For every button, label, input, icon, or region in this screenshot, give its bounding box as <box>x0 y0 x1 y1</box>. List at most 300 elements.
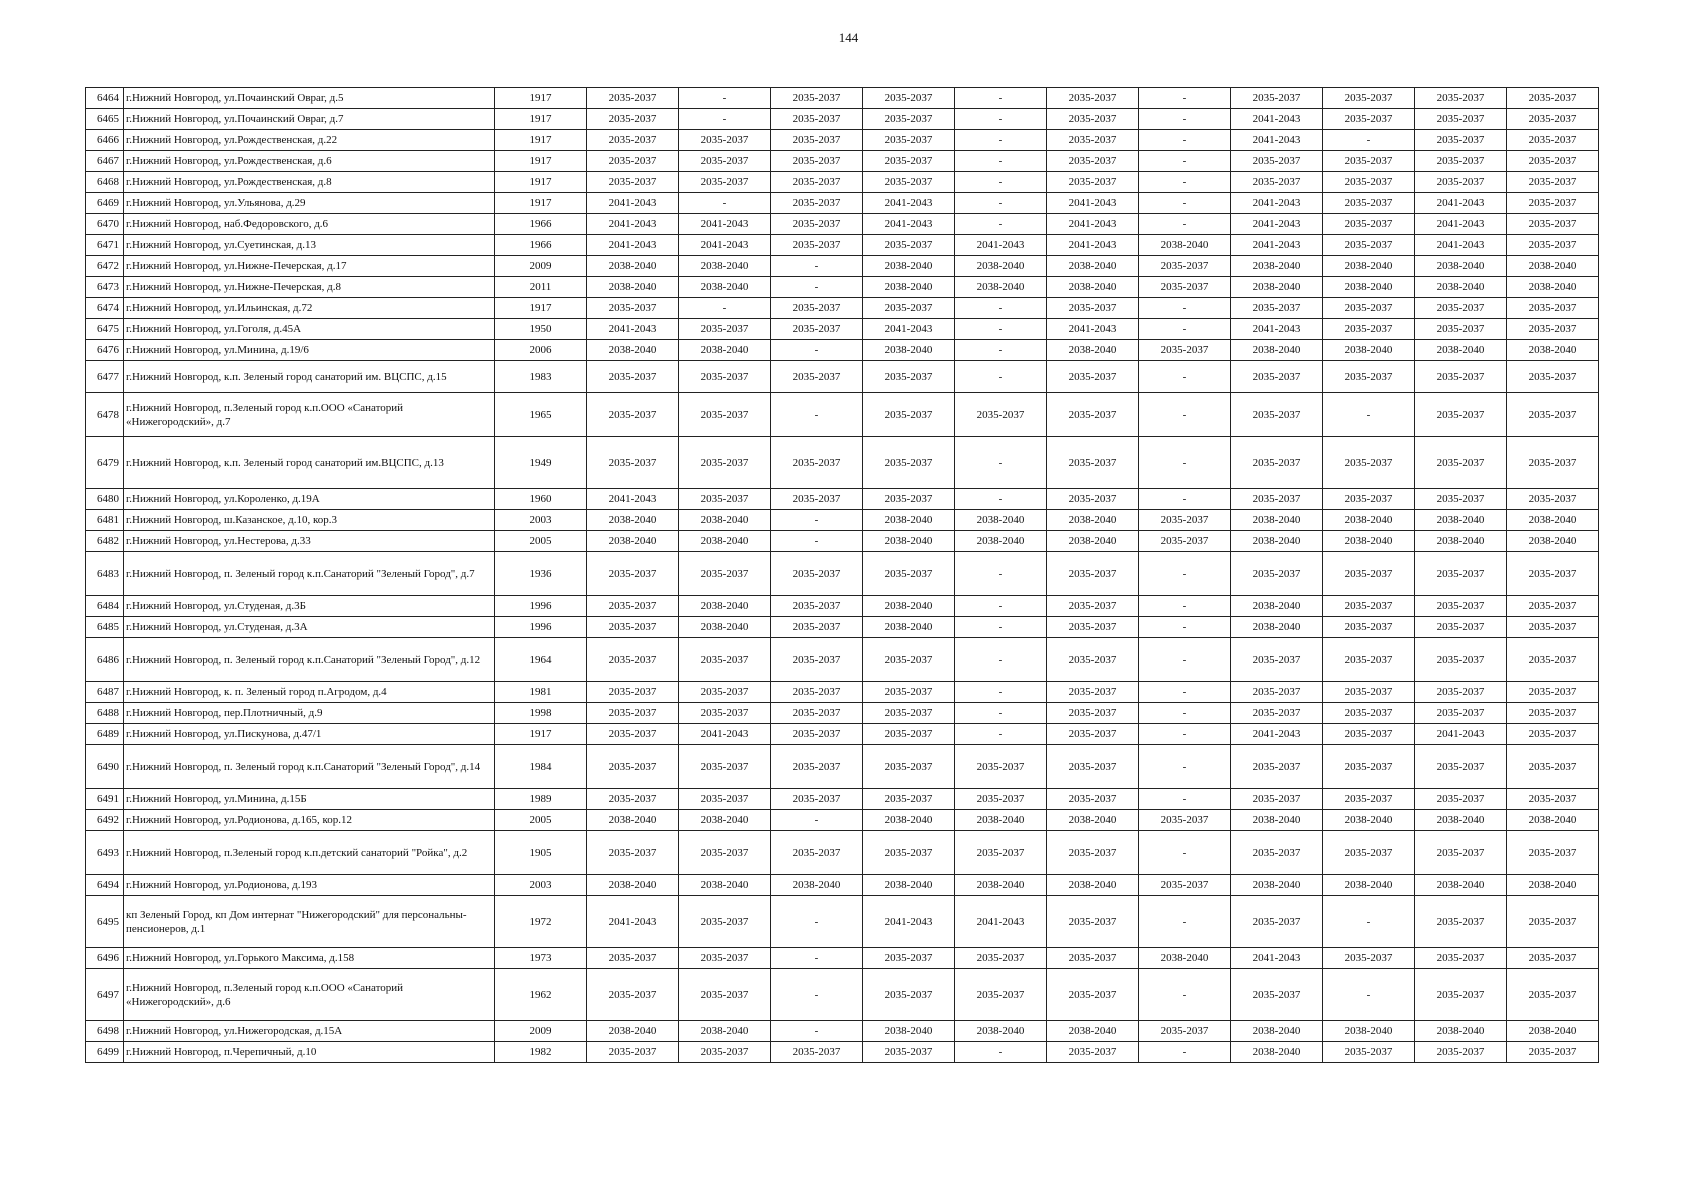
period-cell: 2038-2040 <box>1047 256 1139 277</box>
period-cell: 2035-2037 <box>1507 552 1599 596</box>
year-cell: 1960 <box>495 489 587 510</box>
table-row <box>86 969 1599 1021</box>
period-cell: 2038-2040 <box>1231 1021 1323 1042</box>
period-cell: 2035-2037 <box>1415 151 1507 172</box>
period-cell: 2035-2037 <box>1231 969 1323 1021</box>
period-cell: 2035-2037 <box>863 130 955 151</box>
period-cell: 2035-2037 <box>1139 256 1231 277</box>
period-cell: 2035-2037 <box>955 789 1047 810</box>
period-cell: 2035-2037 <box>1231 151 1323 172</box>
row-number: 6480 <box>86 489 124 510</box>
period-cell: - <box>679 109 771 130</box>
period-cell: 2035-2037 <box>587 298 679 319</box>
period-cell: 2038-2040 <box>1323 810 1415 831</box>
period-cell: 2035-2037 <box>955 948 1047 969</box>
period-cell: 2035-2037 <box>863 831 955 875</box>
address-cell: г.Нижний Новгород, ул.Гоголя, д.45А <box>124 319 495 340</box>
year-cell: 2003 <box>495 510 587 531</box>
row-number: 6496 <box>86 948 124 969</box>
period-cell: 2035-2037 <box>1231 638 1323 682</box>
period-cell: - <box>1139 151 1231 172</box>
period-cell: 2038-2040 <box>1047 340 1139 361</box>
period-cell: - <box>1139 617 1231 638</box>
period-cell: 2035-2037 <box>1323 724 1415 745</box>
period-cell: 2035-2037 <box>1507 172 1599 193</box>
period-cell: - <box>955 109 1047 130</box>
address-cell: г.Нижний Новгород, п.Зеленый город к.п.ООО «Санаторий «Нижегородский», д.6 <box>124 969 495 1021</box>
period-cell: 2038-2040 <box>1415 810 1507 831</box>
period-cell: 2035-2037 <box>863 172 955 193</box>
period-cell: 2035-2037 <box>771 214 863 235</box>
period-cell: 2038-2040 <box>1231 256 1323 277</box>
period-cell: 2035-2037 <box>1323 151 1415 172</box>
period-cell: 2035-2037 <box>1231 682 1323 703</box>
period-cell: 2038-2040 <box>955 810 1047 831</box>
period-cell: 2038-2040 <box>1047 810 1139 831</box>
period-cell: 2035-2037 <box>771 789 863 810</box>
period-cell: 2035-2037 <box>1323 214 1415 235</box>
period-cell: 2038-2040 <box>863 510 955 531</box>
period-cell: 2035-2037 <box>1231 393 1323 437</box>
period-cell: 2041-2043 <box>1231 319 1323 340</box>
period-cell: 2035-2037 <box>1415 393 1507 437</box>
period-cell: - <box>955 682 1047 703</box>
period-cell: 2035-2037 <box>1047 724 1139 745</box>
period-cell: 2035-2037 <box>587 361 679 393</box>
table-row <box>86 256 1599 277</box>
period-cell: 2035-2037 <box>863 393 955 437</box>
period-cell: 2035-2037 <box>587 831 679 875</box>
period-cell: 2035-2037 <box>1415 88 1507 109</box>
row-number: 6479 <box>86 437 124 489</box>
row-number: 6468 <box>86 172 124 193</box>
period-cell: 2038-2040 <box>1507 531 1599 552</box>
period-cell: 2038-2040 <box>1323 531 1415 552</box>
period-cell: 2035-2037 <box>1231 745 1323 789</box>
period-cell: - <box>955 638 1047 682</box>
row-number: 6476 <box>86 340 124 361</box>
period-cell: - <box>955 552 1047 596</box>
period-cell: 2035-2037 <box>587 948 679 969</box>
period-cell: - <box>955 214 1047 235</box>
row-number: 6464 <box>86 88 124 109</box>
period-cell: 2035-2037 <box>1507 298 1599 319</box>
period-cell: 2035-2037 <box>1231 88 1323 109</box>
period-cell: 2038-2040 <box>863 256 955 277</box>
period-cell: 2035-2037 <box>587 130 679 151</box>
period-cell: 2035-2037 <box>1415 617 1507 638</box>
period-cell: - <box>1139 1042 1231 1063</box>
address-cell: г.Нижний Новгород, ул.Нижегородская, д.15А <box>124 1021 495 1042</box>
row-number: 6473 <box>86 277 124 298</box>
row-number: 6488 <box>86 703 124 724</box>
period-cell: - <box>955 617 1047 638</box>
year-cell: 2003 <box>495 875 587 896</box>
period-cell: 2035-2037 <box>1047 552 1139 596</box>
table-row <box>86 724 1599 745</box>
row-number: 6466 <box>86 130 124 151</box>
period-cell: 2035-2037 <box>587 596 679 617</box>
period-cell: 2035-2037 <box>679 789 771 810</box>
period-cell: 2035-2037 <box>771 193 863 214</box>
period-cell: 2038-2040 <box>863 531 955 552</box>
row-number: 6487 <box>86 682 124 703</box>
period-cell: - <box>955 724 1047 745</box>
period-cell: 2035-2037 <box>955 393 1047 437</box>
period-cell: 2035-2037 <box>679 948 771 969</box>
row-number: 6478 <box>86 393 124 437</box>
period-cell: 2038-2040 <box>955 256 1047 277</box>
period-cell: 2038-2040 <box>1231 875 1323 896</box>
period-cell: 2035-2037 <box>771 361 863 393</box>
period-cell: 2035-2037 <box>1139 875 1231 896</box>
address-cell: г.Нижний Новгород, к.п. Зеленый город санаторий им.ВЦСПС, д.13 <box>124 437 495 489</box>
table-row <box>86 130 1599 151</box>
period-cell: 2035-2037 <box>679 489 771 510</box>
period-cell: 2035-2037 <box>587 552 679 596</box>
period-cell: 2041-2043 <box>1415 235 1507 256</box>
period-cell: - <box>771 256 863 277</box>
period-cell: - <box>955 340 1047 361</box>
year-cell: 1917 <box>495 151 587 172</box>
address-cell: г.Нижний Новгород, ул.Студеная, д.3А <box>124 617 495 638</box>
table-row <box>86 875 1599 896</box>
period-cell: 2035-2037 <box>1507 638 1599 682</box>
period-cell: - <box>1139 745 1231 789</box>
period-cell: 2035-2037 <box>1415 682 1507 703</box>
address-cell: г.Нижний Новгород, ул.Минина, д.19/6 <box>124 340 495 361</box>
period-cell: 2035-2037 <box>1323 831 1415 875</box>
period-cell: 2035-2037 <box>1323 361 1415 393</box>
period-cell: 2041-2043 <box>1231 235 1323 256</box>
table-row <box>86 703 1599 724</box>
period-cell: 2035-2037 <box>587 109 679 130</box>
period-cell: 2038-2040 <box>1507 277 1599 298</box>
period-cell: 2035-2037 <box>1231 172 1323 193</box>
period-cell: 2035-2037 <box>1415 745 1507 789</box>
period-cell: 2035-2037 <box>1507 151 1599 172</box>
address-cell: г.Нижний Новгород, п. Зеленый город к.п.Санаторий "Зеленый Город", д.7 <box>124 552 495 596</box>
address-cell: г.Нижний Новгород, ул.Минина, д.15Б <box>124 789 495 810</box>
period-cell: 2035-2037 <box>771 724 863 745</box>
period-cell: 2038-2040 <box>679 810 771 831</box>
address-cell: г.Нижний Новгород, ул.Суетинская, д.13 <box>124 235 495 256</box>
address-cell: г.Нижний Новгород, п.Зеленый город к.п.детский санаторий "Ройка", д.2 <box>124 831 495 875</box>
period-cell: 2035-2037 <box>587 638 679 682</box>
row-number: 6483 <box>86 552 124 596</box>
period-cell: 2035-2037 <box>587 703 679 724</box>
period-cell: 2035-2037 <box>679 682 771 703</box>
period-cell: - <box>771 510 863 531</box>
period-cell: 2035-2037 <box>1323 789 1415 810</box>
period-cell: 2035-2037 <box>679 319 771 340</box>
address-cell: г.Нижний Новгород, ул.Рождественская, д.22 <box>124 130 495 151</box>
period-cell: - <box>1139 489 1231 510</box>
period-cell: - <box>955 130 1047 151</box>
period-cell: 2035-2037 <box>679 703 771 724</box>
period-cell: 2035-2037 <box>1047 638 1139 682</box>
period-cell: 2035-2037 <box>1323 1042 1415 1063</box>
row-number: 6493 <box>86 831 124 875</box>
period-cell: - <box>955 361 1047 393</box>
address-cell: г.Нижний Новгород, п. Зеленый город к.п.Санаторий "Зеленый Город", д.12 <box>124 638 495 682</box>
year-cell: 1972 <box>495 896 587 948</box>
table-row <box>86 109 1599 130</box>
period-cell: - <box>955 193 1047 214</box>
period-cell: 2035-2037 <box>1231 298 1323 319</box>
period-cell: 2035-2037 <box>863 552 955 596</box>
period-cell: 2041-2043 <box>863 214 955 235</box>
period-cell: 2038-2040 <box>1415 340 1507 361</box>
period-cell: 2035-2037 <box>771 130 863 151</box>
period-cell: 2035-2037 <box>587 745 679 789</box>
period-cell: - <box>771 810 863 831</box>
period-cell: 2038-2040 <box>1507 1021 1599 1042</box>
period-cell: 2035-2037 <box>1047 703 1139 724</box>
period-cell: 2041-2043 <box>679 214 771 235</box>
table-row <box>86 361 1599 393</box>
row-number: 6474 <box>86 298 124 319</box>
period-cell: 2041-2043 <box>863 193 955 214</box>
period-cell: 2035-2037 <box>771 831 863 875</box>
period-cell: 2035-2037 <box>1507 319 1599 340</box>
period-cell: 2035-2037 <box>1139 1021 1231 1042</box>
period-cell: 2038-2040 <box>679 256 771 277</box>
period-cell: 2038-2040 <box>1415 531 1507 552</box>
period-cell: 2035-2037 <box>679 151 771 172</box>
year-cell: 1917 <box>495 130 587 151</box>
period-cell: 2035-2037 <box>1231 437 1323 489</box>
period-cell: - <box>679 298 771 319</box>
table-row <box>86 193 1599 214</box>
table-row <box>86 896 1599 948</box>
period-cell: 2035-2037 <box>1415 1042 1507 1063</box>
year-cell: 1966 <box>495 235 587 256</box>
address-cell: г.Нижний Новгород, ул.Нижне-Печерская, д.17 <box>124 256 495 277</box>
period-cell: 2035-2037 <box>1507 88 1599 109</box>
period-cell: 2038-2040 <box>1231 531 1323 552</box>
period-cell: - <box>1323 130 1415 151</box>
table-row <box>86 319 1599 340</box>
period-cell: 2035-2037 <box>1047 489 1139 510</box>
period-cell: 2038-2040 <box>679 340 771 361</box>
table-row <box>86 393 1599 437</box>
period-cell: 2035-2037 <box>1415 948 1507 969</box>
period-cell: 2035-2037 <box>587 724 679 745</box>
period-cell: - <box>955 1042 1047 1063</box>
period-cell: - <box>1139 724 1231 745</box>
period-cell: 2035-2037 <box>863 235 955 256</box>
period-cell: 2038-2040 <box>1231 810 1323 831</box>
table-row <box>86 789 1599 810</box>
year-cell: 1917 <box>495 298 587 319</box>
row-number: 6492 <box>86 810 124 831</box>
row-number: 6490 <box>86 745 124 789</box>
period-cell: 2038-2040 <box>863 596 955 617</box>
period-cell: 2035-2037 <box>1047 393 1139 437</box>
period-cell: 2038-2040 <box>955 875 1047 896</box>
period-cell: 2038-2040 <box>1507 256 1599 277</box>
period-cell: 2035-2037 <box>1415 831 1507 875</box>
period-cell: 2041-2043 <box>587 489 679 510</box>
period-cell: 2035-2037 <box>1507 193 1599 214</box>
period-cell: 2035-2037 <box>863 682 955 703</box>
period-cell: 2038-2040 <box>1047 1021 1139 1042</box>
period-cell: 2035-2037 <box>771 682 863 703</box>
period-cell: 2035-2037 <box>1323 193 1415 214</box>
period-cell: 2038-2040 <box>1507 340 1599 361</box>
period-cell: 2038-2040 <box>863 617 955 638</box>
period-cell: 2038-2040 <box>587 277 679 298</box>
period-cell: 2035-2037 <box>771 596 863 617</box>
period-cell: 2035-2037 <box>863 789 955 810</box>
period-cell: 2035-2037 <box>1323 88 1415 109</box>
period-cell: 2035-2037 <box>1139 510 1231 531</box>
row-number: 6465 <box>86 109 124 130</box>
period-cell: 2038-2040 <box>587 1021 679 1042</box>
year-cell: 1981 <box>495 682 587 703</box>
period-cell: 2035-2037 <box>771 552 863 596</box>
address-cell: г.Нижний Новгород, ул.Рождественская, д.8 <box>124 172 495 193</box>
period-cell: - <box>1139 638 1231 682</box>
period-cell: 2035-2037 <box>679 172 771 193</box>
year-cell: 2005 <box>495 531 587 552</box>
row-number: 6494 <box>86 875 124 896</box>
period-cell: 2035-2037 <box>1415 896 1507 948</box>
year-cell: 1966 <box>495 214 587 235</box>
period-cell: 2035-2037 <box>587 151 679 172</box>
period-cell: 2035-2037 <box>1507 214 1599 235</box>
table-row <box>86 88 1599 109</box>
period-cell: 2035-2037 <box>955 969 1047 1021</box>
period-cell: 2038-2040 <box>1231 510 1323 531</box>
period-cell: - <box>1139 130 1231 151</box>
period-cell: - <box>1139 831 1231 875</box>
table-body <box>86 88 1599 1063</box>
period-cell: 2035-2037 <box>679 896 771 948</box>
period-cell: 2038-2040 <box>955 1021 1047 1042</box>
period-cell: 2035-2037 <box>1323 703 1415 724</box>
period-cell: 2038-2040 <box>1231 596 1323 617</box>
period-cell: - <box>1139 393 1231 437</box>
address-cell: г.Нижний Новгород, ул.Пискунова, д.47/1 <box>124 724 495 745</box>
period-cell: 2035-2037 <box>1323 948 1415 969</box>
year-cell: 1996 <box>495 617 587 638</box>
period-cell: 2035-2037 <box>863 298 955 319</box>
period-cell: 2041-2043 <box>955 235 1047 256</box>
period-cell: - <box>1139 437 1231 489</box>
period-cell: 2035-2037 <box>679 393 771 437</box>
table-row <box>86 682 1599 703</box>
address-cell: г.Нижний Новгород, ш.Казанское, д.10, кор.3 <box>124 510 495 531</box>
period-cell: 2035-2037 <box>587 88 679 109</box>
row-number: 6469 <box>86 193 124 214</box>
table-row <box>86 831 1599 875</box>
period-cell: 2038-2040 <box>587 510 679 531</box>
period-cell: 2035-2037 <box>1323 596 1415 617</box>
period-cell: 2035-2037 <box>1231 552 1323 596</box>
period-cell: 2038-2040 <box>679 596 771 617</box>
period-cell: 2038-2040 <box>1323 256 1415 277</box>
period-cell: 2038-2040 <box>1323 510 1415 531</box>
table-row <box>86 151 1599 172</box>
period-cell: - <box>1323 969 1415 1021</box>
period-cell: 2035-2037 <box>1415 361 1507 393</box>
period-cell: 2035-2037 <box>1047 948 1139 969</box>
period-cell: 2035-2037 <box>587 789 679 810</box>
period-cell: - <box>955 319 1047 340</box>
period-cell: 2035-2037 <box>771 638 863 682</box>
period-cell: 2041-2043 <box>1047 235 1139 256</box>
period-cell: 2038-2040 <box>587 256 679 277</box>
period-cell: 2038-2040 <box>955 277 1047 298</box>
period-cell: 2038-2040 <box>1231 340 1323 361</box>
period-cell: - <box>955 298 1047 319</box>
period-cell: 2041-2043 <box>587 235 679 256</box>
year-cell: 2006 <box>495 340 587 361</box>
address-cell: г.Нижний Новгород, ул.Горького Максима, д.158 <box>124 948 495 969</box>
period-cell: 2035-2037 <box>679 1042 771 1063</box>
period-cell: - <box>679 193 771 214</box>
period-cell: - <box>1139 193 1231 214</box>
period-cell: 2035-2037 <box>1047 1042 1139 1063</box>
period-cell: - <box>1139 703 1231 724</box>
period-cell: 2038-2040 <box>1507 510 1599 531</box>
period-cell: 2035-2037 <box>1047 896 1139 948</box>
period-cell: - <box>771 277 863 298</box>
period-cell: 2035-2037 <box>863 489 955 510</box>
period-cell: - <box>771 531 863 552</box>
period-cell: 2035-2037 <box>1323 552 1415 596</box>
period-cell: 2041-2043 <box>679 724 771 745</box>
period-cell: - <box>771 948 863 969</box>
row-number: 6484 <box>86 596 124 617</box>
period-cell: 2035-2037 <box>771 319 863 340</box>
period-cell: 2038-2040 <box>587 810 679 831</box>
period-cell: 2038-2040 <box>587 340 679 361</box>
period-cell: 2038-2040 <box>955 510 1047 531</box>
period-cell: 2035-2037 <box>1323 617 1415 638</box>
period-cell: 2038-2040 <box>771 875 863 896</box>
year-cell: 1905 <box>495 831 587 875</box>
period-cell: 2035-2037 <box>1231 703 1323 724</box>
period-cell: 2038-2040 <box>1415 1021 1507 1042</box>
period-cell: 2035-2037 <box>1415 552 1507 596</box>
period-cell: 2038-2040 <box>863 340 955 361</box>
table-row <box>86 298 1599 319</box>
address-cell: г.Нижний Новгород, п. Зеленый город к.п.Санаторий "Зеленый Город", д.14 <box>124 745 495 789</box>
period-cell: 2038-2040 <box>1323 875 1415 896</box>
table-row <box>86 596 1599 617</box>
period-cell: 2035-2037 <box>1507 831 1599 875</box>
period-cell: 2038-2040 <box>587 531 679 552</box>
table-row <box>86 617 1599 638</box>
period-cell: - <box>1139 969 1231 1021</box>
period-cell: 2035-2037 <box>1323 437 1415 489</box>
period-cell: 2035-2037 <box>1415 437 1507 489</box>
table-row <box>86 489 1599 510</box>
row-number: 6470 <box>86 214 124 235</box>
address-cell: г.Нижний Новгород, ул.Почаинский Овраг, д.5 <box>124 88 495 109</box>
period-cell: 2035-2037 <box>771 617 863 638</box>
period-cell: 2038-2040 <box>1231 277 1323 298</box>
repair-schedule-table <box>85 87 1599 1063</box>
period-cell: 2035-2037 <box>1507 724 1599 745</box>
year-cell: 2009 <box>495 256 587 277</box>
period-cell: 2038-2040 <box>1507 875 1599 896</box>
table-row <box>86 172 1599 193</box>
row-number: 6499 <box>86 1042 124 1063</box>
